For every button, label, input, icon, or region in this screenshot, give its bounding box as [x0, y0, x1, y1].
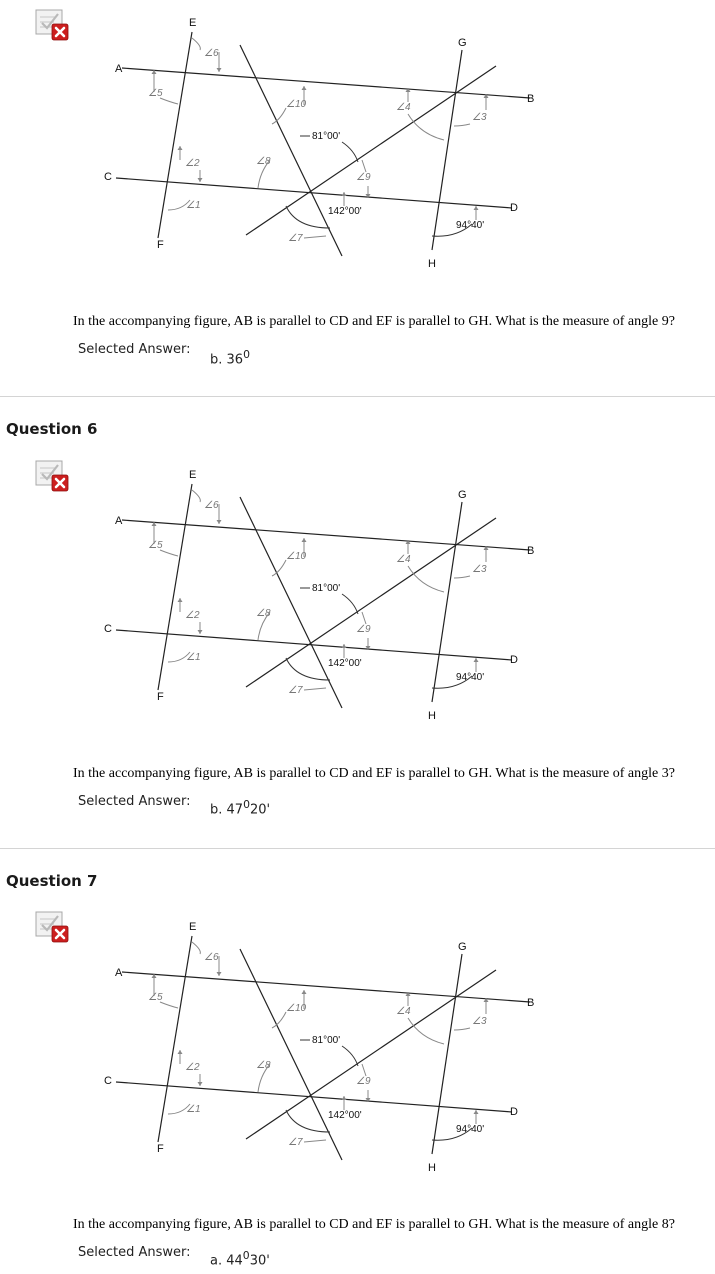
point-label-h: H [428, 258, 436, 270]
angle-label-7: ∠7 [288, 685, 303, 696]
point-label-d: D [510, 202, 518, 214]
angle-label-5: ∠5 [148, 88, 163, 99]
angle-label-2: ∠2 [185, 610, 200, 621]
angle-label-6: ∠6 [204, 48, 219, 59]
point-label-e: E [189, 469, 197, 481]
question-text: In the accompanying figure, AB is parallel to CD and EF is parallel to GH. What is the measure of angle 9? [73, 314, 675, 329]
question-heading: Question 7 [6, 872, 98, 890]
selected-answer-value [210, 1249, 270, 1268]
angle-label-2: ∠2 [185, 158, 200, 169]
angle-label-1: ∠1 [186, 200, 201, 211]
answer-minutes: 20' [249, 802, 271, 818]
geometry-figure [90, 10, 535, 280]
measure-94: 94°40' [456, 220, 485, 231]
measure-142: 142°00' [328, 658, 362, 669]
angle-label-10: ∠10 [286, 1003, 307, 1014]
geometry-figure [90, 914, 535, 1184]
angle-label-6: ∠6 [204, 500, 219, 511]
angle-label-7: ∠7 [288, 233, 303, 244]
angle-label-1: ∠1 [186, 652, 201, 663]
point-label-f: F [157, 691, 164, 703]
angle-label-8: ∠8 [256, 1060, 271, 1071]
angle-label-2: ∠2 [185, 1062, 200, 1073]
angle-label-4: ∠4 [396, 554, 411, 565]
point-label-b: B [527, 545, 535, 557]
point-label-g: G [458, 489, 467, 501]
angle-label-3: ∠3 [472, 112, 487, 123]
point-label-b: B [527, 93, 535, 105]
point-label-a: A [115, 967, 123, 979]
angle-label-4: ∠4 [396, 102, 411, 113]
point-label-h: H [428, 710, 436, 722]
point-label-a: A [115, 515, 123, 527]
point-label-c: C [104, 623, 112, 635]
question-divider [0, 396, 715, 397]
point-label-a: A [115, 63, 123, 75]
point-label-f: F [157, 1143, 164, 1155]
geometry-figure [90, 462, 535, 732]
point-label-h: H [428, 1162, 436, 1174]
point-label-c: C [104, 1075, 112, 1087]
question-text: In the accompanying figure, AB is parallel to CD and EF is parallel to GH. What is the measure of angle 3? [73, 766, 675, 781]
measure-81: 81°00' [312, 1035, 341, 1046]
measure-81: 81°00' [312, 131, 341, 142]
selected-answer-label: Selected Answer: [78, 342, 191, 357]
question-divider [0, 848, 715, 849]
answer-main: 36 [226, 352, 244, 368]
angle-label-6: ∠6 [204, 952, 219, 963]
question-heading: Question 6 [6, 420, 98, 438]
angle-label-5: ∠5 [148, 540, 163, 551]
question-text: In the accompanying figure, AB is parallel to CD and EF is parallel to GH. What is the measure of angle 8? [73, 1217, 675, 1232]
answer-main: 44 [226, 1253, 243, 1269]
measure-94: 94°40' [456, 672, 485, 683]
measure-94: 94°40' [456, 1124, 485, 1135]
selected-answer-value [210, 348, 250, 367]
angle-label-9: ∠9 [356, 1076, 371, 1087]
angle-label-3: ∠3 [472, 564, 487, 575]
incorrect-x-icon [34, 910, 70, 944]
answer-degree: 0 [243, 348, 250, 361]
answer-letter: a. [210, 1253, 223, 1269]
point-label-g: G [458, 37, 467, 49]
angle-label-8: ∠8 [256, 608, 271, 619]
angle-label-9: ∠9 [356, 172, 371, 183]
angle-label-10: ∠10 [286, 551, 307, 562]
angle-label-1: ∠1 [186, 1104, 201, 1115]
answer-main: 47 [226, 802, 244, 818]
angle-label-5: ∠5 [148, 992, 163, 1003]
answer-minutes: 30' [249, 1253, 270, 1269]
angle-label-9: ∠9 [356, 624, 371, 635]
answer-letter: b. [210, 352, 223, 368]
point-label-e: E [189, 17, 197, 29]
angle-label-3: ∠3 [472, 1016, 487, 1027]
selected-answer-label: Selected Answer: [78, 1245, 191, 1260]
selected-answer-label: Selected Answer: [78, 794, 191, 809]
measure-81: 81°00' [312, 583, 341, 594]
angle-label-7: ∠7 [288, 1137, 303, 1148]
point-label-d: D [510, 1106, 518, 1118]
point-label-c: C [104, 171, 112, 183]
answer-degree: 0 [243, 798, 250, 811]
answer-degree: 0 [242, 1249, 250, 1262]
measure-142: 142°00' [328, 206, 362, 217]
incorrect-x-icon [34, 8, 70, 42]
selected-answer-value [210, 798, 270, 817]
angle-label-4: ∠4 [396, 1006, 411, 1017]
answer-letter: b. [210, 802, 223, 818]
point-label-b: B [527, 997, 535, 1009]
measure-142: 142°00' [328, 1110, 362, 1121]
point-label-g: G [458, 941, 467, 953]
incorrect-x-icon [34, 459, 70, 493]
point-label-d: D [510, 654, 518, 666]
angle-label-8: ∠8 [256, 156, 271, 167]
point-label-e: E [189, 921, 197, 933]
point-label-f: F [157, 239, 164, 251]
angle-label-10: ∠10 [286, 99, 307, 110]
